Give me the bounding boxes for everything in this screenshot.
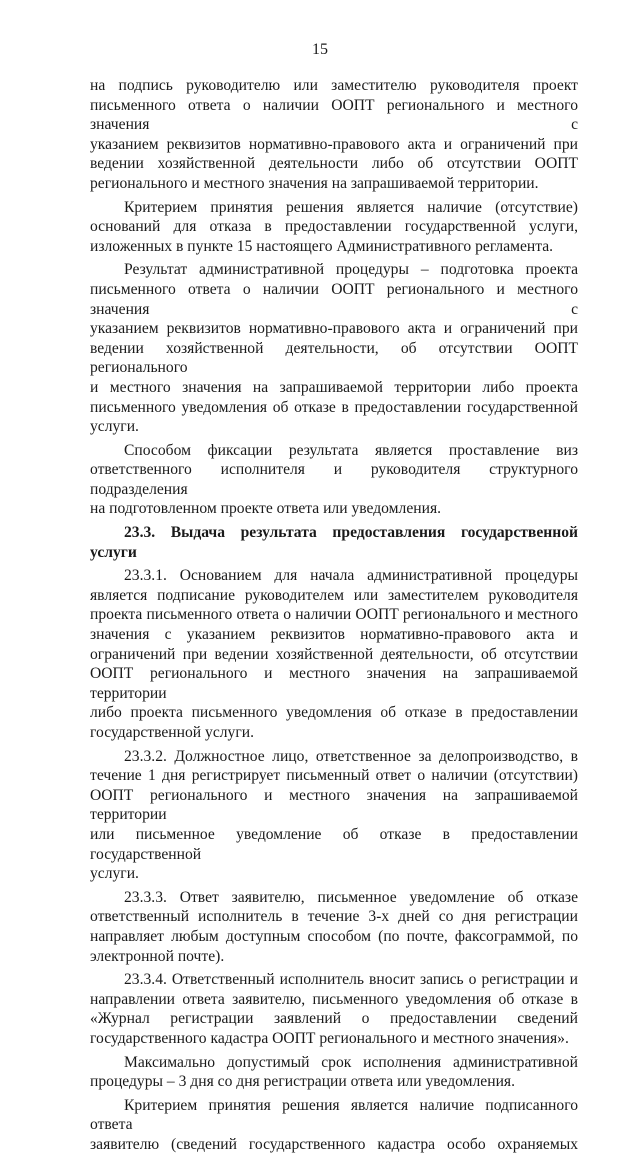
text-line: и местного значения на запрашиваемой территории либо проекта: [90, 378, 578, 396]
text-line: ООПТ регионального и местного значения на запрашиваемой территории: [90, 786, 578, 824]
text-line: или письменное уведомление об отказе в предоставлении государственной: [90, 825, 578, 863]
paragraph: [90, 888, 578, 966]
text-line: Критерием принятия решения является наличие подписанного ответа: [90, 1096, 578, 1134]
paragraph: [90, 198, 578, 257]
text-line: электронной почте).: [90, 947, 225, 965]
text-line: изложенных в пункте 15 настоящего Административного регламента.: [90, 237, 554, 255]
text-line: указанием реквизитов нормативно-правового акта и ограничений при: [90, 135, 578, 153]
page-number: 15: [312, 41, 328, 58]
text-line: на подпись руководителю или заместителю руководителя проект: [90, 77, 578, 94]
text-line: письменного ответа о наличии ООПТ регионального и местного значения с: [90, 96, 578, 134]
text-line: ограничений при ведении хозяйственной деятельности, об отсутствии: [90, 645, 578, 663]
section-heading: [90, 523, 578, 562]
text-line: ведении хозяйственной деятельности, об отсутствии ООПТ регионального: [90, 339, 578, 377]
text-line: Способом фиксации результата является проставление виз: [124, 441, 578, 459]
text-line: ведении хозяйственной деятельности либо об отсутствии ООПТ: [90, 155, 578, 173]
text-line: 23.3.3. Ответ заявителю, письменное уведомление об отказе: [124, 888, 578, 906]
text-line: является подписание руководителем или заместителем руководителя: [90, 586, 578, 604]
paragraph: [90, 747, 578, 884]
text-line: Максимально допустимый срок исполнения административной: [124, 1053, 578, 1071]
text-line: «Журнал регистрации заявлений о предоставлении сведений: [90, 1010, 578, 1028]
text-line: письменного ответа о наличии ООПТ регионального и местного значения с: [90, 280, 578, 318]
paragraph: [90, 260, 578, 436]
text-line: значения с указанием реквизитов нормативно-правового акта и: [90, 626, 578, 644]
text-line: проекта письменного ответа о наличии ООПТ регионального и местного: [90, 606, 578, 624]
text-line: течение 1 дня регистрирует письменный ответ о наличии (отсутствии): [90, 767, 578, 785]
text-line: 23.3.1. Основанием для начала административной процедуры: [124, 567, 578, 585]
text-line: ответственного исполнителя и руководителя структурного подразделения: [90, 461, 578, 498]
text-line: 23.3.2. Должностное лицо, ответственное за делопроизводство, в: [124, 747, 578, 765]
text-line: направляет любым доступным способом (по почте, факсограммой, по: [90, 927, 578, 945]
text-line: услуги.: [90, 418, 139, 436]
text-line: Результат административной процедуры – подготовка проекта: [124, 261, 578, 279]
paragraph: [90, 566, 578, 742]
text-line: заявителю (сведений государственного кадастра особо охраняемых: [90, 1135, 578, 1153]
text-line: указанием реквизитов нормативно-правового акта и ограничений при: [90, 320, 578, 338]
paragraph: [90, 1096, 578, 1154]
text-line: письменного уведомления об отказе в предоставлении государственной: [90, 398, 578, 416]
paragraph: [90, 970, 578, 1048]
text-line: 23.3. Выдача результата предоставления государственной услуги: [90, 524, 578, 561]
text-line: 23.3.4. Ответственный исполнитель вносит запись о регистрации и: [124, 971, 578, 989]
text-line: услуги.: [90, 865, 139, 883]
text-line: оснований для отказа в предоставлении государственной услуги,: [90, 218, 578, 236]
text-line: государственной услуги.: [90, 724, 254, 741]
paragraph: [90, 441, 578, 519]
document-body: [90, 76, 578, 1154]
text-line: ответственный исполнитель в течение 3-х дней со дня регистрации: [90, 908, 578, 926]
text-line: ООПТ регионального и местного значения на запрашиваемой территории: [90, 665, 578, 702]
paragraph: [90, 76, 578, 194]
text-line: направлении ответа заявителю, письменного уведомления об отказе в: [90, 990, 578, 1008]
text-line: государственного кадастра ООПТ регионального и местного значения».: [90, 1029, 569, 1047]
text-line: процедуры – 3 дня со дня регистрации ответа или уведомления.: [90, 1073, 515, 1091]
text-line: на подготовленном проекте ответа или уведомления.: [90, 500, 442, 518]
text-line: либо проекта письменного уведомления об отказе в предоставлении: [90, 704, 578, 722]
text-line: Критерием принятия решения является наличие (отсутствие): [124, 198, 578, 216]
paragraph: [90, 1053, 578, 1092]
text-line: регионального и местного значения на запрашиваемой территории.: [90, 174, 539, 192]
